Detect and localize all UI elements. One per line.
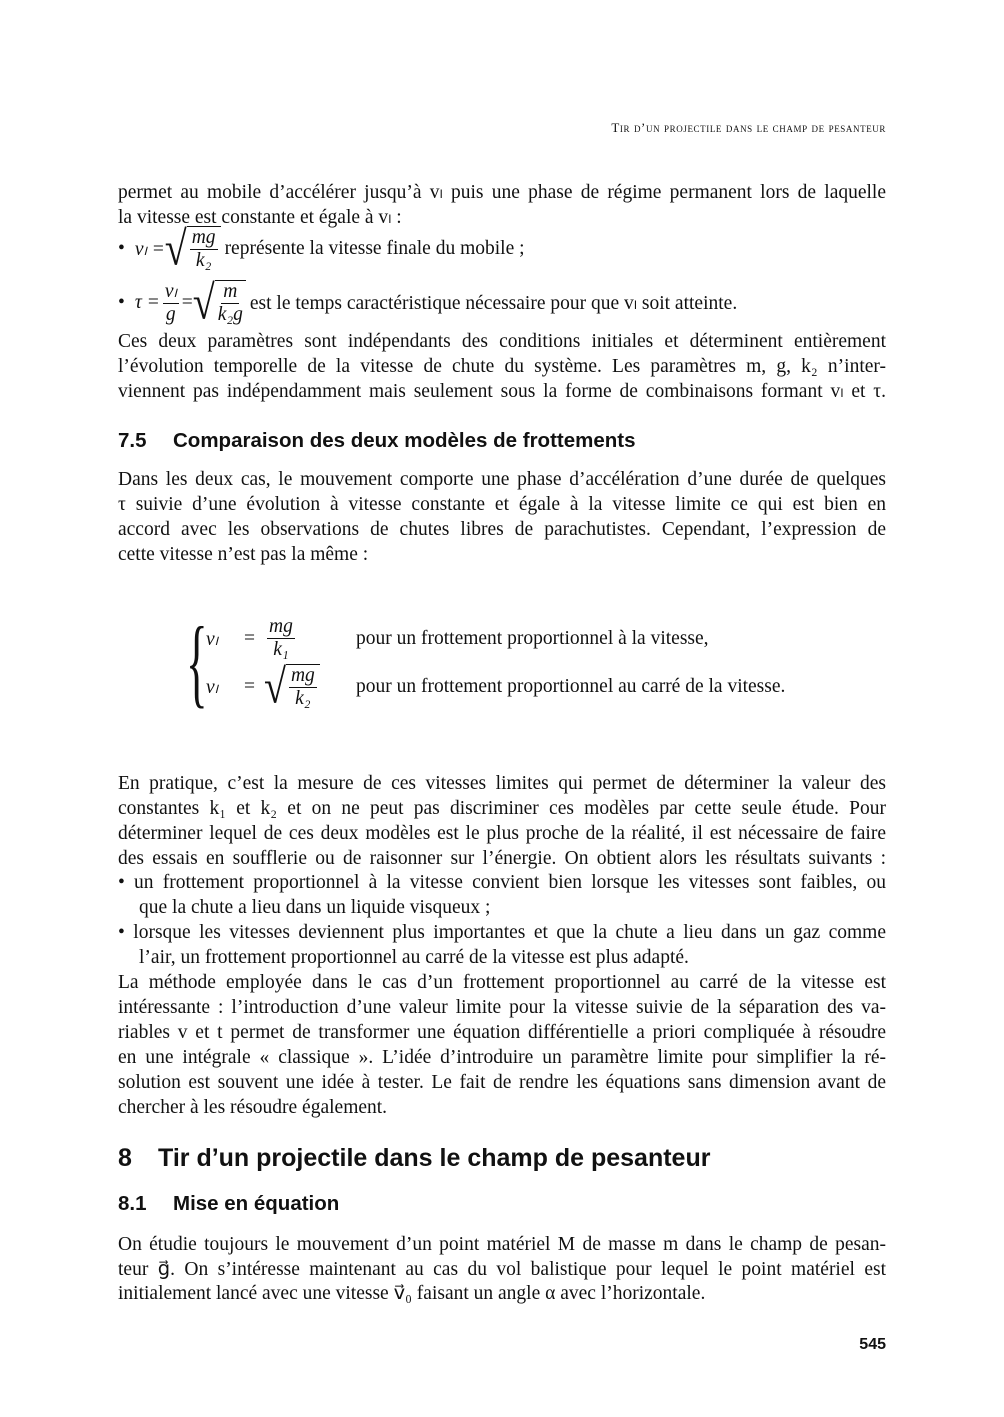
equals: = xyxy=(181,292,193,313)
text-line: En pratique, c’est la mesure de ces vitesses limites qui permet de déterminer la valeur des xyxy=(118,773,886,794)
numerator: mg xyxy=(290,665,315,686)
denominator: g xyxy=(165,303,176,325)
text-line: chercher à les résoudre également. xyxy=(118,1097,388,1118)
section-title: Comparaison des deux modèles de frottements xyxy=(173,429,636,452)
text-line: permet au mobile d’accélérer jusqu’à vₗ puis une phase de régime permanent lors de laquelle xyxy=(118,182,886,203)
bullet: • xyxy=(118,292,125,313)
sqrt: √ $\frac{mg}{\text{k₂}}$ xyxy=(165,226,221,272)
bullet-line: l’air, un frottement proportionnel au carré de la vitesse est plus adapté. xyxy=(139,947,689,968)
system-row-linear xyxy=(206,616,709,661)
text-line: teur g⃗. On s’intéresse maintenant au cas du vol balistique pour lequel le point matériel est xyxy=(118,1259,886,1280)
denominator: k₂ xyxy=(295,688,311,709)
text-line: en une intégrale « classique ». L’idée d’introduire un paramètre limite pour simplifier la ré- xyxy=(118,1047,886,1068)
formula-description: pour un frottement proportionnel à la vitesse, xyxy=(356,627,709,649)
section-title: Tir d’un projectile dans le champ de pesanteur xyxy=(158,1144,711,1172)
running-header: Tir d’un projectile dans le champ de pesanteur xyxy=(611,120,886,135)
equals: = xyxy=(244,676,255,697)
text-line: la vitesse est constante et égale à vₗ : xyxy=(118,207,402,228)
formula-lhs: vₗ xyxy=(206,628,218,650)
section-number: 7.5 xyxy=(118,429,147,452)
section-heading-8-1 xyxy=(118,1192,339,1216)
text-line: intéressante : l’introduction d’une valeur limite pour la vitesse suivie de la séparation des va- xyxy=(118,997,886,1018)
text-line: riables v et t permet de transformer une équation différentielle a priori compliquée à résoudre xyxy=(118,1022,886,1043)
text-line: La méthode employée dans le cas d’un frottement proportionnel au carré de la vitesse est xyxy=(118,972,886,993)
denominator: k₂g xyxy=(217,304,243,325)
formula-lhs: vₗ = xyxy=(134,239,165,260)
text-line: solution est souvent une idée à tester. Le fait de rendre les équations sans dimension avant de xyxy=(118,1072,886,1093)
numerator: mg xyxy=(269,616,293,637)
text-line: constantes k₁ et k₂ et on ne peut pas discriminer ces modèles par cette seule étude. Pour xyxy=(118,798,886,819)
page-number: 545 xyxy=(859,1336,886,1353)
numerator: vₗ xyxy=(164,280,177,302)
text-line: On étudie toujours le mouvement d’un point matériel M de masse m dans le champ de pesan- xyxy=(118,1234,886,1255)
text-line: déterminer lequel de ces deux modèles est le plus proche de la réalité, il est nécessaire de faire xyxy=(118,823,886,844)
text-line: cette vitesse n’est pas la même : xyxy=(118,544,369,565)
section-number: 8.1 xyxy=(118,1192,147,1215)
section-title: Mise en équation xyxy=(173,1192,340,1215)
numerator: mg xyxy=(191,227,216,248)
text-line: des essais en soufflerie ou de raisonner sur l’énergie. On obtient alors les résultats suivants : xyxy=(118,848,886,869)
formula-lhs: τ = xyxy=(134,292,160,313)
denominator: k₁ xyxy=(273,639,289,660)
bullet-line: que la chute a lieu dans un liquide visqueux ; xyxy=(139,897,491,918)
bullet-line: • un frottement proportionnel à la vitesse convient bien lorsque les vitesses sont faibles, ou xyxy=(118,872,886,893)
denominator: k₂ xyxy=(195,250,212,271)
formula-lhs: vₗ xyxy=(206,677,218,698)
text-line: l’évolution temporelle de la vitesse de chute du système. Les paramètres m, g, k₂ n’inter- xyxy=(118,356,886,377)
bullet-line: • lorsque les vitesses deviennent plus importantes et que la chute a lieu dans un gaz comme xyxy=(118,922,886,943)
bullet-formula-tau xyxy=(118,275,738,330)
numerator: m xyxy=(223,281,238,302)
section-heading-7-5 xyxy=(118,429,636,453)
bullet-text: représente la vitesse finale du mobile ; xyxy=(224,238,525,259)
bullet-text: est le temps caractéristique nécessaire pour que vₗ soit atteinte. xyxy=(249,293,738,314)
text-line: initialement lancé avec une vitesse v⃗₀ faisant un angle α avec l’horizontale. xyxy=(118,1283,706,1304)
text-line: viennent pas indépendamment mais seulement sous la forme de combinaisons formant vₗ et τ. xyxy=(118,381,886,402)
section-number: 8 xyxy=(118,1144,132,1172)
bullet-formula-terminal-velocity xyxy=(118,221,525,276)
text-line: Dans les deux cas, le mouvement comporte une phase d’accélération d’une durée de quelques xyxy=(118,469,886,490)
formula-description: pour un frottement proportionnel au carré de la vitesse. xyxy=(356,676,786,697)
sqrt: √ $\frac{mg}{\text{k₂}}$ xyxy=(264,664,320,710)
text-line: accord avec les observations de chutes libres de parachutistes. Cependant, l’expression de xyxy=(118,519,886,540)
sqrt: √ $\frac{m}{\text{k₂g}}$ xyxy=(193,280,246,326)
section-heading-8 xyxy=(118,1144,710,1173)
bullet: • xyxy=(118,238,125,259)
left-brace: { xyxy=(186,606,208,717)
equals: = xyxy=(244,627,255,649)
system-row-quadratic xyxy=(206,659,786,714)
text-line: Ces deux paramètres sont indépendants des conditions initiales et déterminent entièrement xyxy=(118,331,886,352)
text-line: τ suivie d’une évolution à vitesse constante et égale à la vitesse limite ce qui est bien en xyxy=(118,494,886,515)
